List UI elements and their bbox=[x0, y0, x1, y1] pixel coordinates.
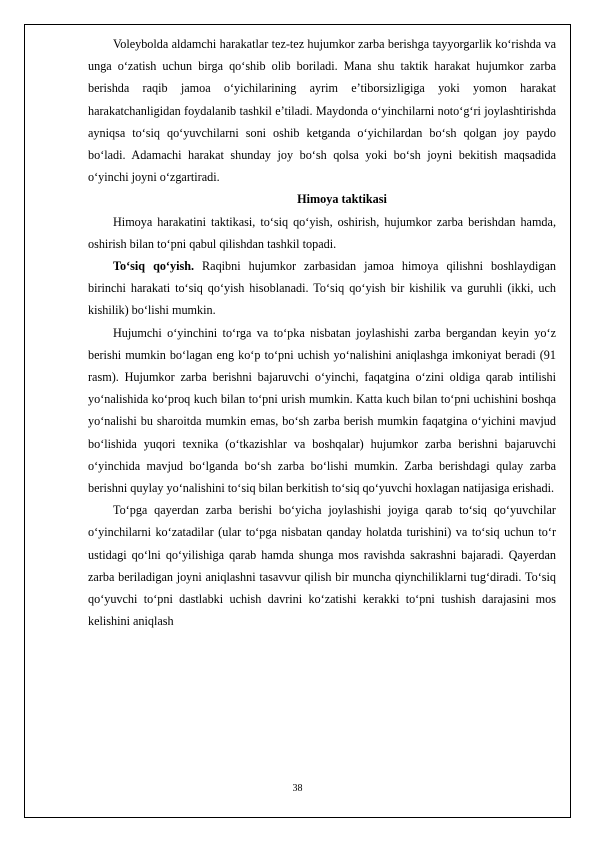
term-blocking: To‘siq qo‘yish. bbox=[113, 259, 195, 274]
paragraph-attacker-position: Hujumchi o‘yinchini to‘rga va to‘pka nisbatan joylashishi zarba bergandan keyin yo‘z berishi mumkin bo‘lagan eng ko‘p to‘pni uchish yo‘nalishini aniqlashga imkoniyat beradi (91 rasm). Hujumkor zarba berishni bajaruvchi o‘yinchi, faqatgina o‘zini oldiga qarab intilishi yo‘nalishida ko‘proq kuch bilan to‘pni urish mumkin. Katta kuch bilan to‘pni uchishini boshqa yo‘nalishi bu sharoitda mumkin emas, bo‘sh zarba berish mumkin faqatgina o‘yichini mavjud bo‘lishida yuqori texnika (o‘tkazishlar va boshqalar) hujumkor zarba berishni bajaruvchi o‘yinchida mavjud bo‘lganda bo‘sh zarba bo‘lishi mumkin. Zarba berishdagi qulay zarba berishni quylay yo‘nalishini to‘siq bilan berkitish to‘siq qo‘yuvchi hoxlagan natijasiga erishadi. bbox=[88, 325, 556, 496]
paragraph-block-observation: To‘pga qayerdan zarba berishi bo‘yicha joylashishi joyiga qarab to‘siq qo‘yuvchilar o‘yinchilarni ko‘zatadilar (ular to‘pga nisbatan qanday holatda turishini) va to‘siq uchun to‘r ustidagi qo‘lni qo‘yilishiga qarab hamda shunga mos ravishda sakrashni bajaradi. Qayerdan zarba beriladigan joyni aniqlashni tasavvur qilish bir muncha qiynchiliklarni tug‘diradi. To‘siq qo‘yuvchi to‘pni dastlabki uchish davrini ko‘zatishi kerakki to‘pni tushish darajasini mos kelishini aniqlash bbox=[88, 503, 556, 629]
section-heading: Himoya taktikasi bbox=[297, 192, 387, 207]
paragraph-blocking bbox=[88, 255, 556, 322]
page-number: 38 bbox=[292, 783, 303, 794]
paragraph-defense-tactics: Himoya harakatini taktikasi, to‘siq qo‘yish, oshirish, hujumkor zarba berishdan hamda, oshirish bilan to‘pni qabul qilishdan tashkil topadi. bbox=[88, 214, 556, 251]
document-body bbox=[88, 33, 556, 632]
paragraph-deceptive-actions: Voleybolda aldamchi harakatlar tez-tez hujumkor zarba berishga tayyorgarlik ko‘rishda va unga o‘zatish uchun birga qo‘shib olib boriladi. Mana shu taktik harakat hujumkor zarba berishda raqib jamoa o‘yichilarining ayrim e’tiborsizligiga yoki yomon harakat harakatchanligidan foydalanib tashkil e’tiladi. Maydonda o‘yinchilarni noto‘g‘ri joylashtirishda ayniqsa to‘siq qo‘yuvchilarni soni oshib ketganda o‘yichilardan bo‘sh qolgan joy paydo bo‘ladi. Adamachi harakat shunday joy bo‘sh qolsa yoki bo‘sh joyni bekitish maqsadida o‘yinchi joyni o‘zgartiradi. bbox=[88, 37, 556, 185]
paragraph-blocking-text: Raqibni hujumkor zarbasidan jamoa himoya qilishni boshlaydigan birinchi harakati to‘siq qo‘yish hisoblanadi. To‘siq qo‘yish bir kishilik va guruhli (ikki, uch kishilik) bo‘lishi mumkin. bbox=[88, 259, 556, 318]
